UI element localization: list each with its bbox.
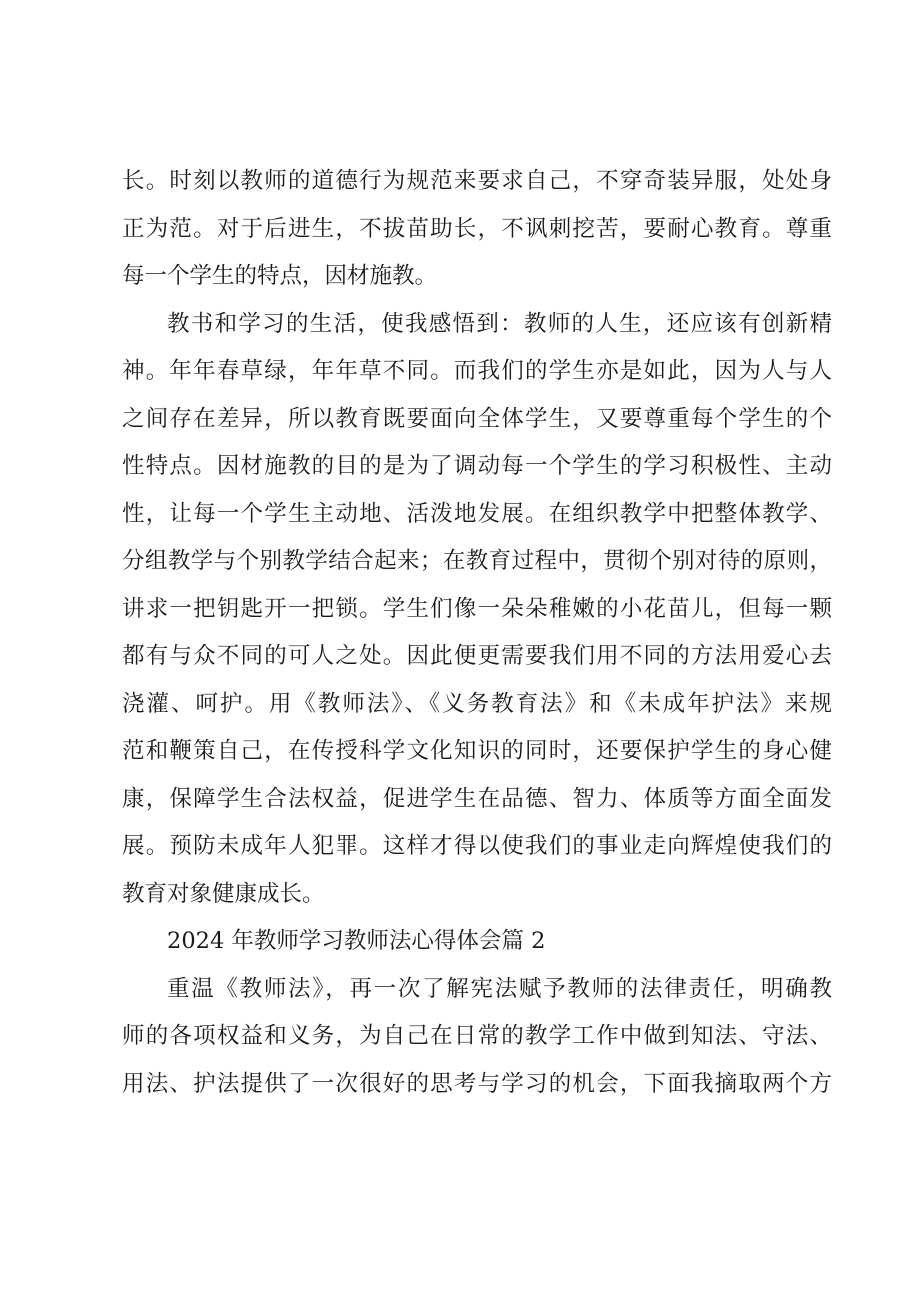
- document-body: [122, 158, 832, 1108]
- text-line: 每一个学生的特点，因材施教。: [122, 263, 438, 289]
- text-line: 教育对象健康成长。: [122, 880, 325, 907]
- paragraph-1: [122, 158, 832, 301]
- text-line: 浇灌、呵护。用《教师法》、《义务教育法》和《未成年护法》来规: [122, 690, 832, 717]
- paragraph-3: [122, 966, 832, 1109]
- text-line: 性特点。因材施教的目的是为了调动每一个学生的学习积极性、主动: [122, 453, 832, 479]
- text-line: 之间存在差异，所以教育既要面向全体学生，又要尊重每个学生的个: [122, 405, 832, 432]
- text-line: 都有与众不同的可人之处。因此便更需要我们用不同的方法用爱心去: [122, 643, 832, 669]
- text-line: 长。时刻以教师的道德行为规范来要求自己，不穿奇装异服，处处身: [122, 168, 832, 194]
- text-line: 分组教学与个别教学结合起来；在教育过程中，贯彻个别对待的原则，: [122, 548, 832, 574]
- text-line: 师的各项权益和义务，为自己在日常的教学工作中做到知法、守法、: [122, 1023, 832, 1049]
- heading-text: 2024 年教师学习教师法心得体会篇 2: [167, 928, 546, 954]
- text-line: 正为范。对于后进生，不拔苗助长，不讽刺挖苦，要耐心教育。尊重: [122, 215, 832, 242]
- text-line: 神。年年春草绿，年年草不同。而我们的学生亦是如此，因为人与人: [122, 358, 832, 384]
- text-line: 康，保障学生合法权益，促进学生在品德、智力、体质等方面全面发: [122, 785, 832, 812]
- text-line: 范和鞭策自己，在传授科学文化知识的同时，还要保护学生的身心健: [122, 738, 832, 764]
- text-line: 性，让每一个学生主动地、活泼地发展。在组织教学中把整体教学、: [122, 500, 832, 527]
- text-line: 用法、护法提供了一次很好的思考与学习的机会，下面我摘取两个方: [122, 1070, 832, 1097]
- paragraph-2: [122, 301, 832, 919]
- text-line: 展。预防未成年人犯罪。这样才得以使我们的事业走向辉煌使我们的: [122, 833, 832, 859]
- section-heading: [122, 918, 832, 966]
- text-line: 教书和学习的生活，使我感悟到：教师的人生，还应该有创新精: [167, 310, 832, 337]
- text-line: 讲求一把钥匙开一把锁。学生们像一朵朵稚嫩的小花苗儿，但每一颗: [122, 595, 832, 622]
- text-line: 重温《教师法》，再一次了解宪法赋予教师的法律责任，明确教: [167, 975, 832, 1002]
